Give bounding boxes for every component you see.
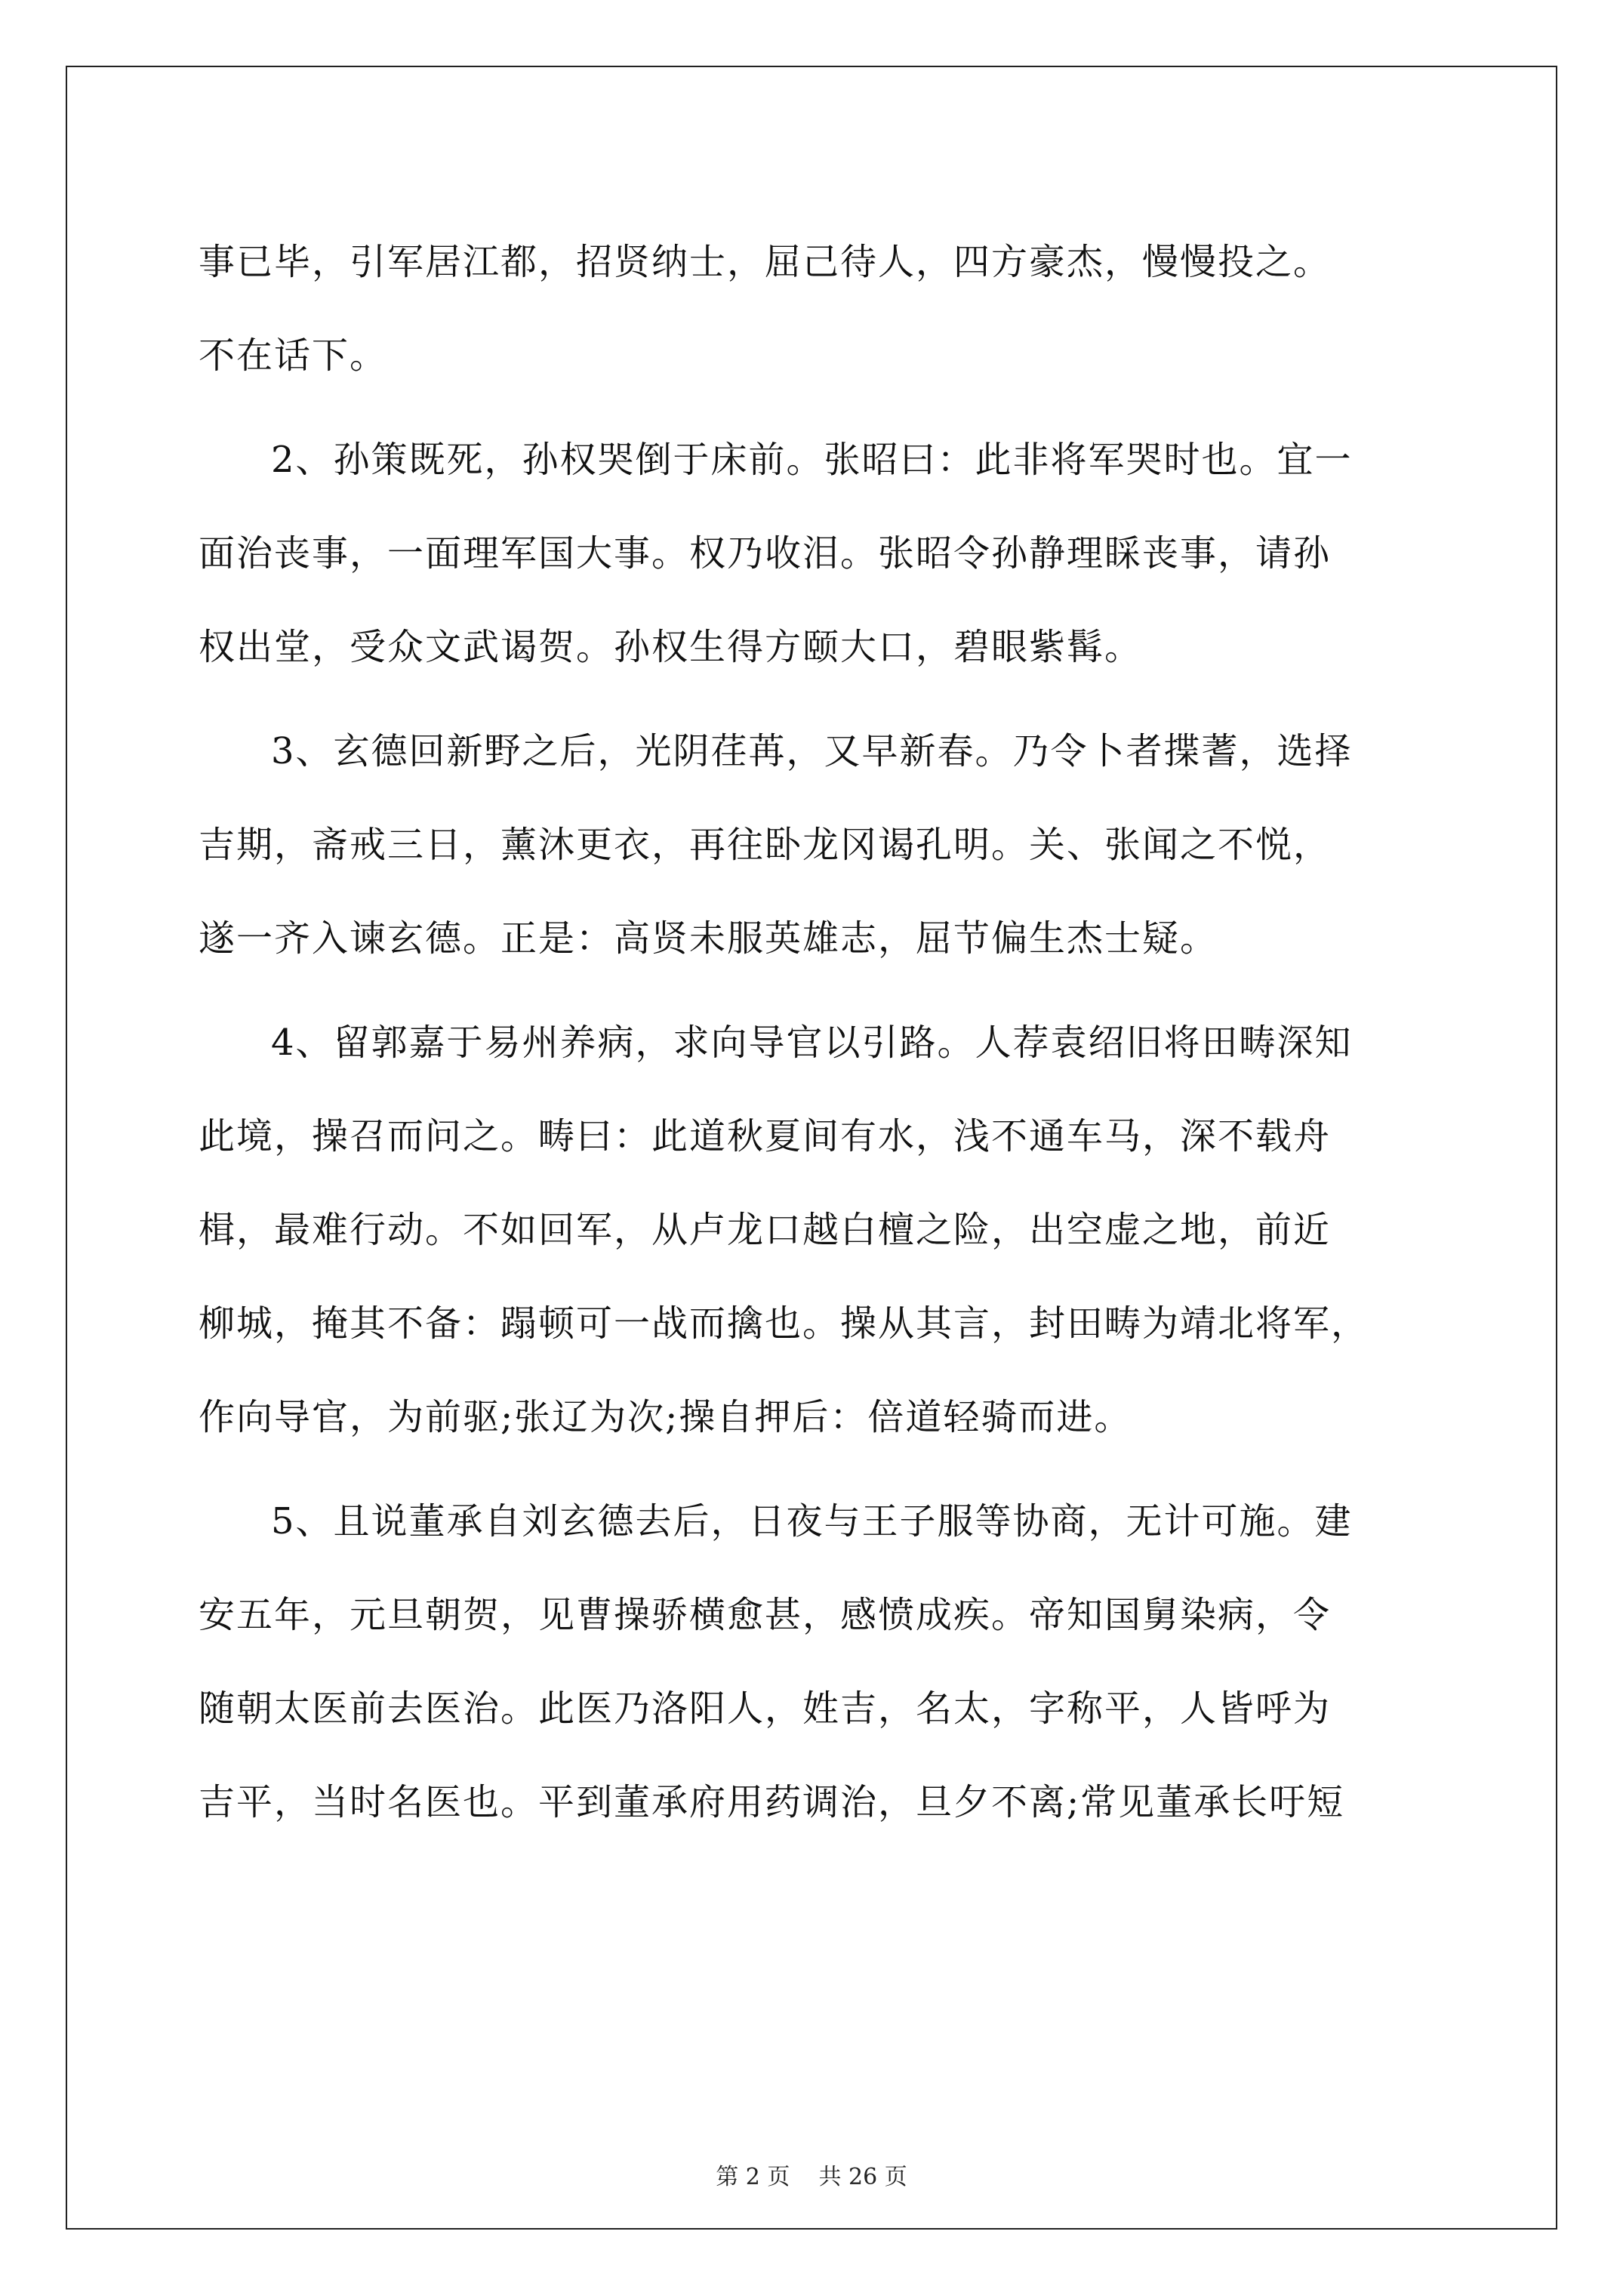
text-line: 柳城，掩其不备：蹋顿可一战而擒也。操从其言，封田畴为靖北将军， [199, 1302, 1369, 1345]
text-line: 随朝太医前去医治。此医乃洛阳人，姓吉，名太，字称平，人皆呼为 [199, 1687, 1332, 1730]
text-line: 吉期，斋戒三日，薰沐更衣，再往卧龙冈谒孔明。关、张闻之不悦， [199, 824, 1332, 866]
text-line: 不在话下。 [199, 334, 388, 377]
paragraph-5-start: 5、且说董承自刘玄德去后，日夜与王子服等协商，无计可施。建 [271, 1500, 1353, 1542]
paragraph-4-start: 4、留郭嘉于易州养病，求向导官以引路。人荐袁绍旧将田畴深知 [271, 1022, 1353, 1064]
text-line: 吉平，当时名医也。平到董承府用药调治，旦夕不离;常见董承长吁短 [199, 1781, 1345, 1823]
paragraph-2-start: 2、孙策既死，孙权哭倒于床前。张昭曰：此非将军哭时也。宜一 [271, 439, 1353, 481]
page-number: 第 2 页 共 26 页 [716, 2164, 907, 2190]
text-line: 此境，操召而问之。畴曰：此道秋夏间有水，浅不通车马，深不载舟 [199, 1115, 1332, 1157]
text-line: 安五年，元旦朝贺，见曹操骄横愈甚，感愤成疾。帝知国舅染病，令 [199, 1594, 1332, 1636]
text-line: 事已毕，引军居江都，招贤纳士，屈己待人，四方豪杰，慢慢投之。 [199, 241, 1332, 283]
paragraph-3-start: 3、玄德回新野之后，光阴荏苒，又早新春。乃令卜者揲蓍，选择 [271, 730, 1353, 772]
document-body [199, 215, 1437, 1849]
text-line: 面治丧事，一面理军国大事。权乃收泪。张昭令孙静理睬丧事，请孙 [199, 532, 1332, 575]
text-line: 权出堂，受众文武谒贺。孙权生得方颐大口，碧眼紫髯。 [199, 626, 1143, 668]
text-line: 遂一齐入谏玄德。正是：高贤未服英雄志，屈节偏生杰士疑。 [199, 917, 1218, 960]
text-line: 作向导官，为前驱;张辽为次;操自押后：倍道轻骑而进。 [199, 1396, 1132, 1438]
text-line: 楫，最难行动。不如回军，从卢龙口越白檀之险，出空虚之地，前近 [199, 1209, 1332, 1251]
